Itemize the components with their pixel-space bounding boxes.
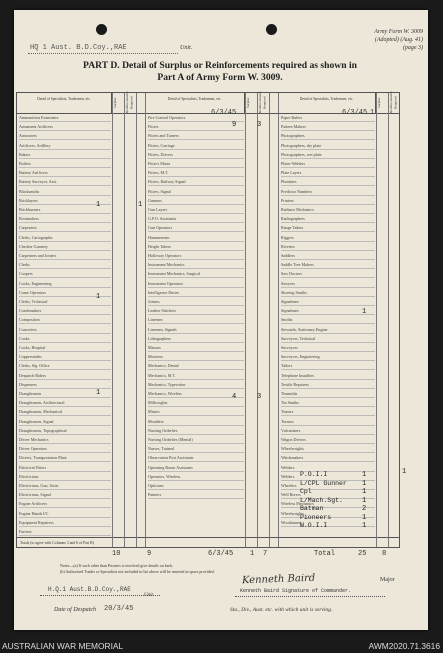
col2-date: 6/3/45 <box>211 109 237 117</box>
table-row: Checker Gunnery <box>19 243 111 251</box>
col3-entry-value: 1 <box>362 496 367 505</box>
grid-vline <box>245 93 246 547</box>
table-row: Saw Doctors <box>281 270 375 278</box>
col3-entry-label: L/CPL Gunner <box>300 479 347 487</box>
col3-entry-value: 2 <box>362 505 367 513</box>
table-row: Wheelwrights <box>281 510 375 518</box>
table-row: Fitters, Carriage <box>148 142 244 150</box>
table-row: Electrical Fitters <box>19 464 111 472</box>
part-title-line: Part A of Army Form W. 3009. <box>157 72 283 83</box>
table-row: Watchmakers <box>281 454 375 462</box>
table-row: Printers <box>281 197 375 205</box>
dispatch-label: Date of Despatch <box>54 607 96 613</box>
totals-col1-surplus: 10 <box>112 550 121 558</box>
form-reference <box>374 28 423 52</box>
table-row: Saddlers <box>281 252 375 260</box>
table-row: Paper Rulers <box>281 114 375 122</box>
archive-caption-right: AWM2020.71.3616 <box>368 641 440 651</box>
table-row: Hammermen <box>148 234 244 242</box>
table-row: Battery Surveyor, Asst. <box>19 178 111 186</box>
totals-label: Totals (to agree with Columns 3 and 6 of Part B) <box>20 541 94 545</box>
table-row: Surveyors, Technical <box>281 335 375 343</box>
table-row: Linemen <box>148 316 244 324</box>
table-row: Stewards, Stationary Engine <box>281 326 375 334</box>
table-row: Gun Operators <box>148 224 244 232</box>
table-row: Plate Layers <box>281 169 375 177</box>
table-row: Intelligence Duties <box>148 289 244 297</box>
col3-entry-label: Pioneers <box>300 513 332 521</box>
table-row: Dispensers <box>19 381 111 389</box>
table-row: Fitters, Railway Signal <box>148 178 244 186</box>
table-row: Predictor Numbers <box>281 188 375 196</box>
table-row: Surveyors <box>281 344 375 352</box>
col3-entry-label: Cpl <box>300 488 312 495</box>
table-row: Welders <box>281 464 375 472</box>
table-row: Signalmen <box>281 307 375 315</box>
punch-hole-right <box>266 24 277 35</box>
col1-reinf-header: Reinforcements Required <box>124 93 136 113</box>
table-row: Gun Layers <box>148 206 244 214</box>
table-row: Fitters <box>148 123 244 131</box>
table-row: Surveyors, Engineering <box>281 353 375 361</box>
table-row: Joiners <box>148 298 244 306</box>
table-row: Nurses, Trained <box>148 445 244 453</box>
grid-vline <box>257 93 258 547</box>
col1-entry: 1 <box>96 389 101 397</box>
table-row: Cooks <box>19 335 111 343</box>
table-row: Driver Mechanics <box>19 436 111 444</box>
table-row: Well Borers <box>281 491 375 499</box>
col3-date: 6/3/45 <box>342 109 368 117</box>
table-row: Carpenters <box>19 224 111 232</box>
table-row: Brickburners <box>19 206 111 214</box>
table-row: Pattern Makers <box>281 123 375 131</box>
table-row: Operators, Wireless <box>148 473 244 481</box>
table-row: Wagon Drivers <box>281 436 375 444</box>
table-row: Shoeing Smiths <box>281 289 375 297</box>
col2-surplus-header: Surplus <box>245 93 257 113</box>
col2-detail-header: Detail of Specialists, Tradesmen, etc. <box>145 93 245 113</box>
col2-miners-value: 4 <box>232 393 237 401</box>
table-row: Woodturners <box>281 519 375 527</box>
table-row: Mechanics, M.T. <box>148 372 244 380</box>
col2-fitters-value: 9 <box>232 121 237 129</box>
table-row: Mechanics, Wireless <box>148 390 244 398</box>
table-row: Driver Operators <box>19 445 111 453</box>
table-row: Draughtsmen, Mechanical <box>19 408 111 416</box>
col1-entry: 1 <box>96 293 101 301</box>
table-row: Lithographers <box>148 335 244 343</box>
table-row: Range Takers <box>281 224 375 232</box>
col1-entry: 1 <box>138 201 143 209</box>
table-row: Moulders <box>148 418 244 426</box>
table-row: Clerks, Sig. Office <box>19 362 111 370</box>
table-row: Instrument Operators <box>148 280 244 288</box>
table-row: Armourers <box>19 132 111 140</box>
table-row: Electricians <box>19 473 111 481</box>
table-row: Photographers <box>281 132 375 140</box>
table-row: Tin Smiths <box>281 399 375 407</box>
table-row: Opticians <box>148 482 244 490</box>
col3-entry-value: 1 <box>362 479 367 488</box>
col3-entry-value: 1 <box>362 488 367 496</box>
footnote: (b) Authorised Trades or Specialists not included in list above will be inserted in space provided. <box>60 569 215 574</box>
table-row: Operating Room Assistants <box>148 464 244 472</box>
col2-miners-reinf: 3 <box>257 393 262 401</box>
col3-surplus-header: Surplus <box>376 93 388 113</box>
table-row: Motorers <box>148 353 244 361</box>
col3-entry-value: 1 <box>362 522 367 530</box>
table-row: Bootmakers <box>19 215 111 223</box>
totals-rule <box>17 537 399 538</box>
table-row: Radiator Mechanics <box>281 206 375 214</box>
table-row: Leather Stitchers <box>148 307 244 315</box>
form-ref-line: Army Form W. 3009 <box>374 29 423 35</box>
signature-caption: Kenneth Baird Signature of Commander. <box>240 588 352 594</box>
table-row: Nursing Orderlies <box>148 427 244 435</box>
table-row: Engine Hands I/C <box>19 510 111 518</box>
table-row: Smiths <box>281 316 375 324</box>
table-row: Wireless Mechanics <box>281 500 375 508</box>
table-row: Bricklayers <box>19 197 111 205</box>
table-row: Holloway Operators <box>148 252 244 260</box>
totals-col2-date: 6/3/45 <box>208 550 234 558</box>
table-row: Draughtsmen, Architectural <box>19 399 111 407</box>
table-row: Battery Artificers <box>19 169 111 177</box>
table-row: Mechanics, Typewriter <box>148 381 244 389</box>
table-row: Signalmen <box>281 298 375 306</box>
grid-vline <box>124 93 125 547</box>
table-row: Masons <box>148 344 244 352</box>
table-row: Draughtsmen, Topographical <box>19 427 111 435</box>
table-row: Ammunition Examiners <box>19 114 111 122</box>
form-ref-line: (page 3) <box>402 45 423 51</box>
grid-vline <box>376 93 377 547</box>
col3-entry-value: 1 <box>362 513 367 522</box>
table-row: Cooks, Hospital <box>19 344 111 352</box>
table-row: Saddle Tree Makers <box>281 261 375 269</box>
table-row: Tinners <box>281 408 375 416</box>
table-row: Clerks <box>19 261 111 269</box>
table-row: Mechanics, Dental <box>148 362 244 370</box>
col2-reinf-header: Reinforcements Required <box>257 93 269 113</box>
footnote: Notes—(a) If such other than Privates is involved give details on back. <box>60 563 174 568</box>
table-row: Artificers, Artillery <box>19 142 111 150</box>
table-row: Fire Control Operators <box>148 114 244 122</box>
table-row: Engine Artificers <box>19 500 111 508</box>
grid-vline <box>388 93 389 547</box>
table-row: Observation Post Assistants <box>148 454 244 462</box>
col1-surplus-header: Surplus <box>112 93 124 113</box>
table-row: Fitters and Turners <box>148 132 244 140</box>
table-row: Draughtsmen, Signal <box>19 418 111 426</box>
punch-hole-left <box>96 24 107 35</box>
totals-col1-reinf: 9 <box>147 550 152 558</box>
table-row: Riveters <box>281 243 375 251</box>
table-row: Blacksmiths <box>19 188 111 196</box>
totals-col2-r: 7 <box>263 550 268 558</box>
table-row: Coachmakers <box>19 307 111 315</box>
part-title-line: PART D. Detail of Surplus or Reinforcements required as shown in <box>83 60 357 71</box>
table-row: Instrument Mechanics, Surgical <box>148 270 244 278</box>
col3-detail-header: Detail of Specialists, Tradesmen, etc. <box>278 93 376 113</box>
handwritten-signature: Kenneth Baird <box>241 572 316 587</box>
station-caption: Sta., Div., Aust. etc. with which unit is serving. <box>230 607 333 613</box>
unit-value: HQ 1 Aust. B.D.Coy.,RAE <box>30 44 127 52</box>
totals-col2-s: 1 <box>250 550 255 558</box>
table-row: Painters <box>148 491 244 499</box>
archive-caption-left: AUSTRALIAN WAR MEMORIAL <box>2 641 124 651</box>
col3-reinf-header: Reinforcements Required <box>389 91 398 113</box>
table-row: Sawyers <box>281 280 375 288</box>
table-row: Despatch Riders <box>19 372 111 380</box>
grid-vline <box>278 93 279 547</box>
table-row: Coppersmiths <box>19 353 111 361</box>
grid-vline <box>269 93 270 547</box>
grid-vline <box>136 93 137 547</box>
table-row: Photographers, dry plate <box>281 142 375 150</box>
table-row: Turners <box>281 418 375 426</box>
totals-col3-s: 25 <box>358 550 367 558</box>
table-row: Boilers <box>19 160 111 168</box>
unit-label: Unit. <box>180 45 193 51</box>
table-row: Wheelwrights <box>281 445 375 453</box>
col3-entry-label: Batman <box>300 505 324 512</box>
table-row: Fitters, Drivers <box>148 151 244 159</box>
part-title <box>30 60 410 84</box>
table-row: Carpenters and Joiners <box>19 252 111 260</box>
col3-surveyors-value: 1 <box>362 308 367 316</box>
table-row: Electricians, Signal <box>19 491 111 499</box>
table-row: Equipment Repairers <box>19 519 111 527</box>
table-row: Fitters, M.T. <box>148 169 244 177</box>
table-row: Textile Repairers <box>281 381 375 389</box>
table-row: Photographers, wet plate <box>281 151 375 159</box>
col3-entry-label: P.O.I.I <box>300 471 328 478</box>
table-row: Crane Operators <box>19 289 111 297</box>
col1-detail-header: Detail of Specialists, Tradesmen, etc. <box>17 93 112 113</box>
table-row: Coopers <box>19 270 111 278</box>
unit-rule <box>28 53 178 54</box>
archive-caption-bar <box>0 638 443 653</box>
unit-caption: Unit. <box>144 593 155 598</box>
table-row: Clerks, Technical <box>19 298 111 306</box>
grid-vline <box>145 93 146 547</box>
table-row: Height Takers <box>148 243 244 251</box>
table-row: Armament Artificers <box>19 123 111 131</box>
table-row: Gunners <box>148 197 244 205</box>
totals-col3-r: 8 <box>382 550 387 558</box>
table-row: Vulcanizers <box>281 427 375 435</box>
table-row: Clerks, Cartographic <box>19 234 111 242</box>
table-row: Tailors <box>281 362 375 370</box>
dispatch-date: 20/3/45 <box>104 605 134 613</box>
table-row: Miners <box>148 408 244 416</box>
table-row: Plumbers <box>281 178 375 186</box>
grid-vline <box>112 93 113 547</box>
signature-rank: Major <box>380 577 395 583</box>
table-row: Concreters <box>19 326 111 334</box>
unit-stamp-rule <box>40 595 160 596</box>
totals-word: Total <box>314 550 336 558</box>
col3-first-reinf: 1 <box>370 109 375 117</box>
table-row: Draughtsmen <box>19 390 111 398</box>
table-row: Drivers, Transportation Plant <box>19 454 111 462</box>
table-row: Wheelers <box>281 482 375 490</box>
col3-entry-label: W.O.I.I <box>300 522 328 529</box>
col2-fitters-reinf: 3 <box>257 121 262 129</box>
table-row: Nursing Orderlies (Mental) <box>148 436 244 444</box>
table-row: Compositors <box>19 316 111 324</box>
unit-stamp: H.Q.1 Aust.B.D.Coy.,RAE <box>48 586 131 593</box>
signature-rule <box>235 596 385 597</box>
col3-entry-value: 1 <box>362 471 367 479</box>
table-row: Millwrights <box>148 399 244 407</box>
table-row: Riggers <box>281 234 375 242</box>
table-row: Linemen, Signals <box>148 326 244 334</box>
table-row: Tinsmiths <box>281 390 375 398</box>
col3-extra-reinf: 1 <box>402 468 407 476</box>
table-row: Cooks, Engineering <box>19 280 111 288</box>
table-row: Farriers <box>19 528 111 536</box>
table-row: Instrument Mechanics <box>148 261 244 269</box>
table-row: Bakers <box>19 151 111 159</box>
col1-entry: 1 <box>96 201 101 209</box>
table-row: Fitter's Mates <box>148 160 244 168</box>
table-row: Radiographers <box>281 215 375 223</box>
table-row: Fitters, Signal <box>148 188 244 196</box>
table-row: Telephone Installers <box>281 372 375 380</box>
table-row: Electricians, Gun, Units <box>19 482 111 490</box>
table-row: G.P.O. Assistants <box>148 215 244 223</box>
col3-entry-label: L/Mach.Sgt. <box>300 496 343 504</box>
table-row: Plater-Welders <box>281 160 375 168</box>
form-ref-line: (Adopted) (Aug. 41) <box>374 37 423 43</box>
table-row: Welders <box>281 473 375 481</box>
